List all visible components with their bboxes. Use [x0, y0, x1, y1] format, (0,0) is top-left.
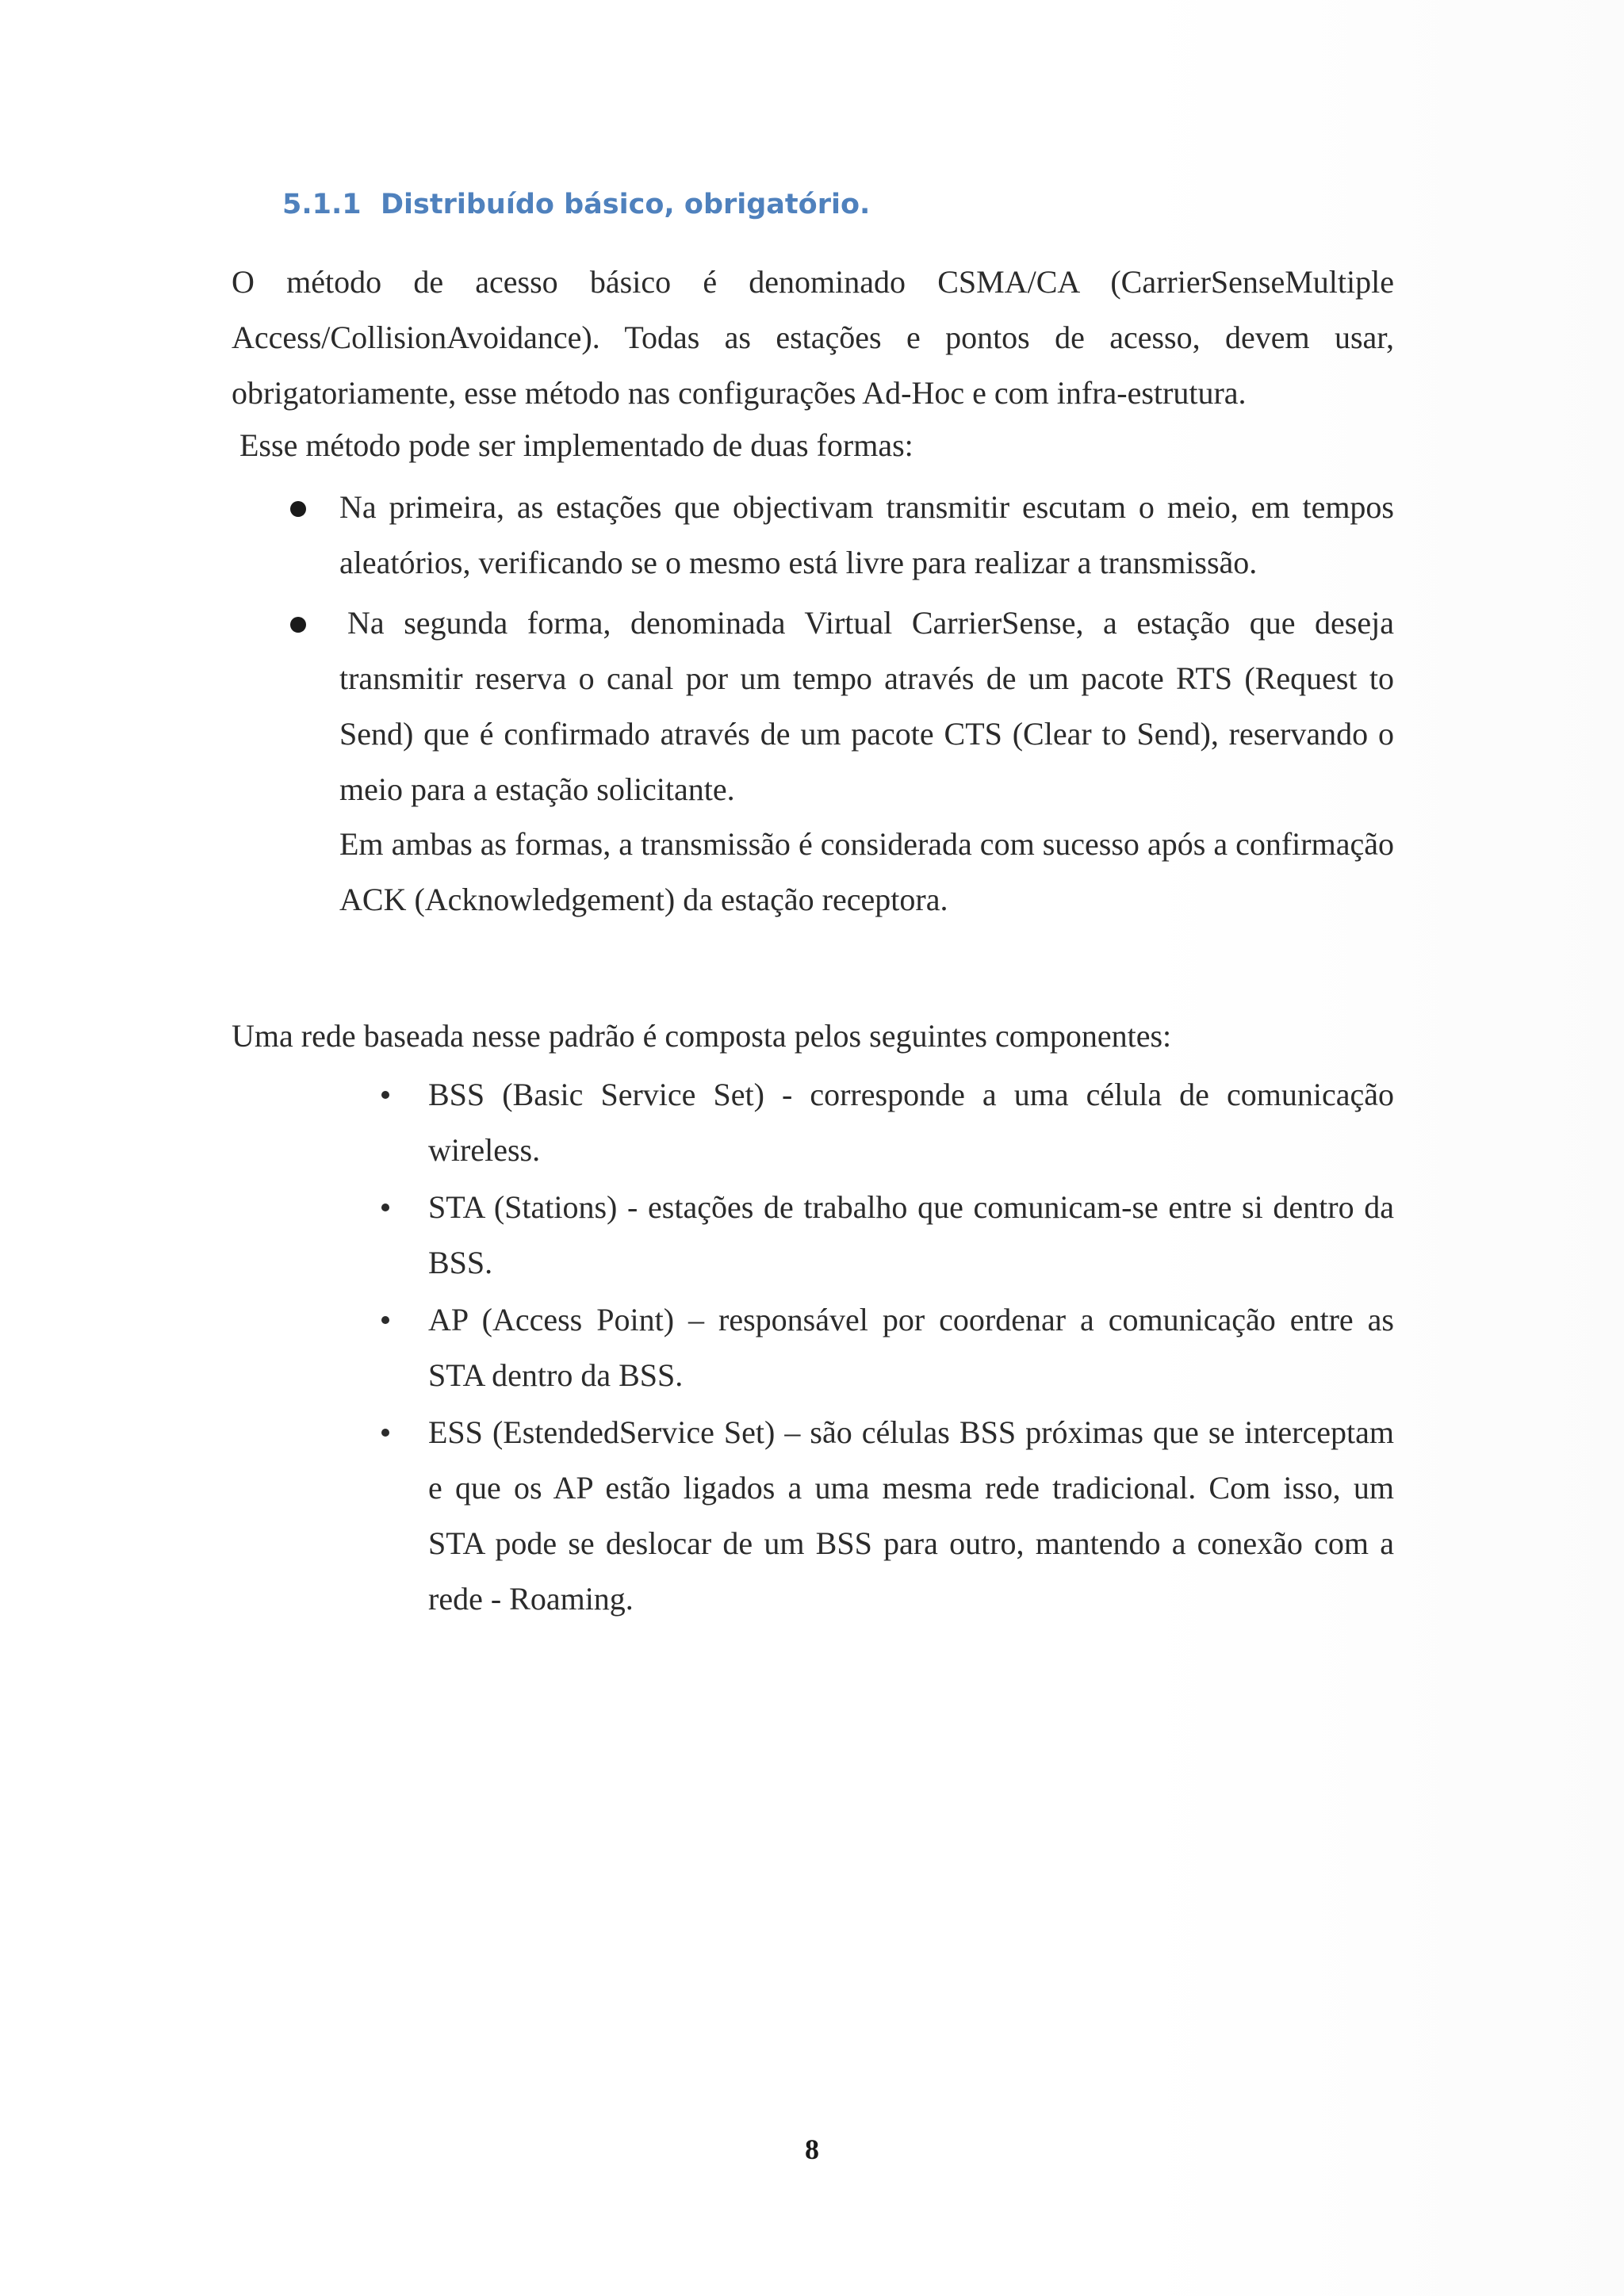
section-number: 5.1.1: [282, 189, 362, 220]
bullet-icon: [290, 617, 306, 633]
component-item: ESS (EstendedService Set) – são células BSS próximas que se interceptam e que os AP estão ligados a uma mesma rede tradicional. Com isso, um STA pode se deslocar de um BSS para outro, mantendo a conexão com a rede - Roaming.: [428, 1414, 1394, 1617]
component-item: BSS (Basic Service Set) - corresponde a uma célula de comunicação wireless.: [428, 1077, 1394, 1168]
bullet-icon: [381, 1091, 389, 1099]
bullet-icon: [290, 501, 306, 517]
component-item: AP (Access Point) – responsável por coordenar a comunicação entre as STA dentro da BSS.: [428, 1302, 1394, 1393]
bullet-icon: [381, 1429, 389, 1437]
intro-paragraph: O método de acesso básico é denominado CSMA/CA (CarrierSenseMultiple Access/CollisionAvoidance). Todas as estações e pontos de acesso, devem usar, obrigatoriamente, esse método nas configurações Ad-Hoc e com infra-estrutura.: [232, 264, 1394, 411]
component-item: STA (Stations) - estações de trabalho que comunicam-se entre si dentro da BSS.: [428, 1189, 1394, 1280]
forms-conclusion: Em ambas as formas, a transmissão é considerada com sucesso após a confirmação ACK (Acknowledgement) da estação receptora.: [339, 826, 1394, 917]
forms-intro-paragraph: Esse método pode ser implementado de duas formas:: [239, 427, 914, 463]
bullet-icon: [381, 1203, 389, 1211]
section-title: Distribuído básico, obrigatório.: [381, 189, 871, 220]
page-number: 8: [805, 2133, 819, 2165]
bullet-icon: [381, 1316, 389, 1324]
section-heading: [282, 189, 870, 220]
components-intro-paragraph: Uma rede baseada nesse padrão é composta pelos seguintes componentes:: [232, 1018, 1172, 1054]
form-item: Na segunda forma, denominada Virtual CarrierSense, a estação que deseja transmitir reserva o canal por um tempo através de um pacote RTS (Request to Send) que é confirmado através de um pacote CTS (Clear to Send), reservando o meio para a estação solicitante.: [339, 605, 1394, 807]
form-item: Na primeira, as estações que objectivam transmitir escutam o meio, em tempos aleatórios, verificando se o mesmo está livre para realizar a transmissão.: [339, 489, 1394, 580]
